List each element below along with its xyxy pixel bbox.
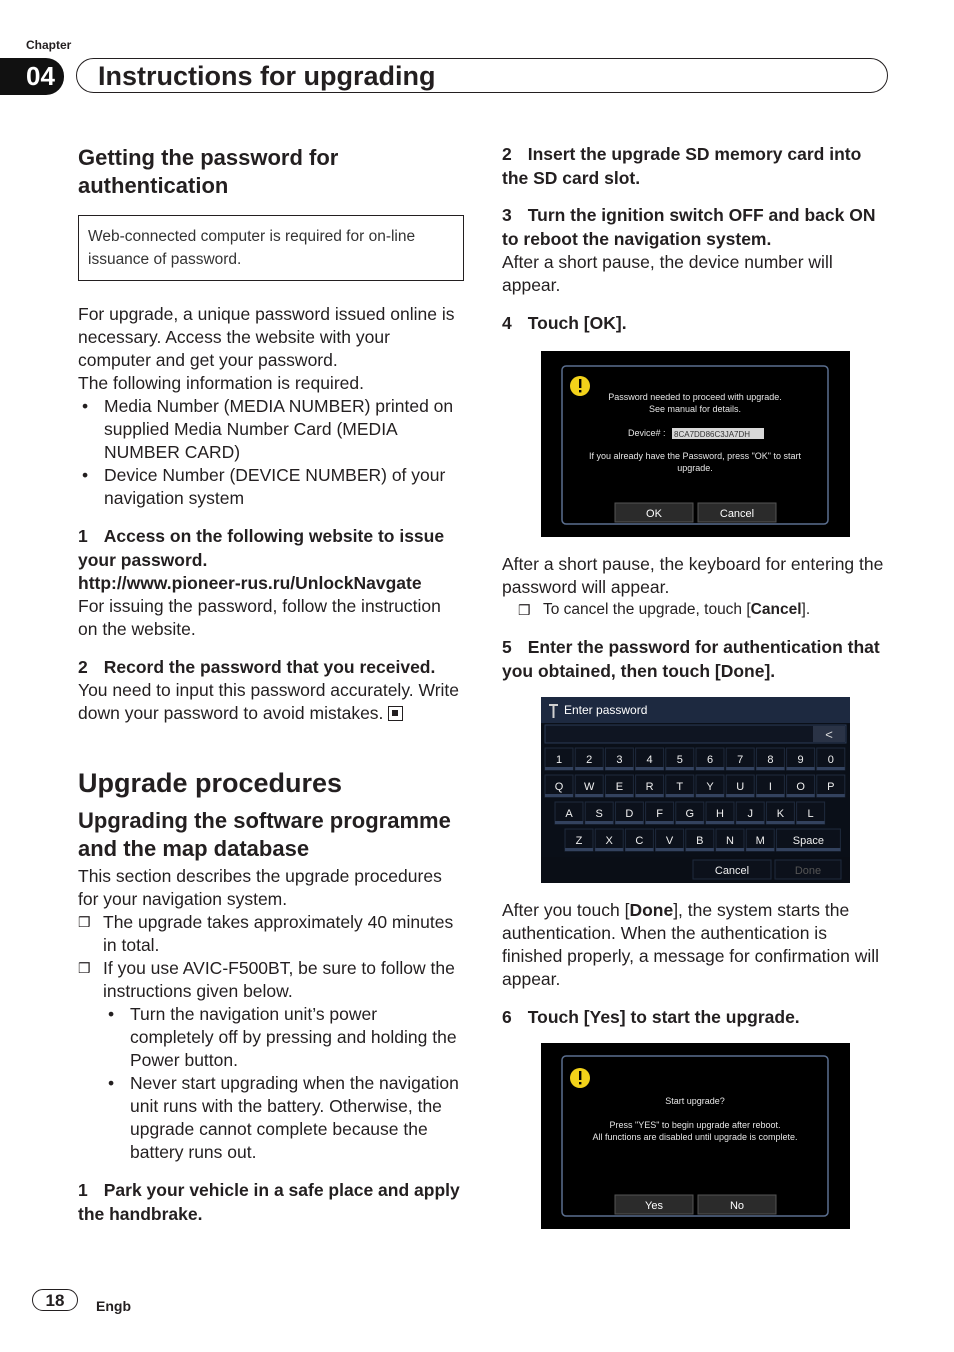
checkbox-icon: ❒	[78, 914, 91, 930]
svg-text:I: I	[768, 781, 772, 793]
device-number-screen	[541, 351, 850, 537]
start-upgrade-screen	[541, 1043, 850, 1229]
screen1-line3: If you already have the Password, press "OK" to start	[589, 451, 801, 461]
step-3-text: After a short pause, the device number will appear.	[502, 252, 833, 295]
svg-text:N: N	[726, 835, 734, 847]
svg-text:<: <	[825, 727, 833, 742]
key-q[interactable]	[545, 775, 573, 797]
key-7[interactable]	[726, 748, 754, 770]
cancel-note: ❒ To cancel the upgrade, touch [Cancel].	[502, 599, 890, 621]
keyboard-title: Enter password	[564, 703, 648, 717]
svg-text:6: 6	[706, 754, 714, 766]
key-y[interactable]	[696, 775, 724, 797]
key-k[interactable]	[766, 802, 794, 824]
device-number-value: 8CA7DD86C3JA7DH	[674, 430, 751, 439]
svg-text:S: S	[595, 808, 603, 820]
checkbox-note: ❒ The upgrade takes approximately 40 minutes in total.	[78, 912, 454, 955]
left-column	[78, 140, 464, 1226]
key-b[interactable]	[686, 829, 714, 851]
key-j[interactable]	[736, 802, 764, 824]
space-key[interactable]	[776, 829, 840, 851]
after-ok-text: After a short pause, the keyboard for entering the password will appear.	[502, 554, 884, 597]
svg-text:1: 1	[555, 754, 563, 766]
website-link[interactable]: http://www.pioneer-rus.ru/UnlockNavgate	[78, 573, 422, 593]
key-9[interactable]	[787, 748, 815, 770]
yes-button[interactable]	[615, 1195, 693, 1214]
key-o[interactable]	[787, 775, 815, 797]
key-r[interactable]	[636, 775, 664, 797]
device-number-dialog	[541, 351, 850, 537]
note-box: Web-connected computer is required for on-line issuance of password.	[78, 215, 464, 281]
section-title-password: Getting the password for authentication	[78, 145, 339, 198]
key-c[interactable]	[625, 829, 653, 851]
right-column	[502, 140, 890, 1229]
svg-text:O: O	[796, 781, 805, 793]
svg-text:U: U	[736, 781, 745, 793]
language-code: Engb	[96, 1298, 131, 1314]
list-item: • Device Number (DEVICE NUMBER) of your navigation system	[82, 465, 446, 508]
step-3-reboot: 3 Turn the ignition switch OFF and back ON to reboot the navigation system.	[502, 205, 876, 249]
screen1-line2: See manual for details.	[648, 404, 742, 414]
key-f[interactable]	[646, 802, 674, 824]
svg-text:H: H	[716, 808, 724, 820]
svg-text:K: K	[776, 808, 785, 820]
svg-text:Y: Y	[706, 781, 714, 793]
key-n[interactable]	[716, 829, 744, 851]
subsection-title: Upgrading the software programme and the map database	[78, 808, 451, 861]
svg-text:F: F	[656, 808, 663, 820]
screen3-line3: All functions are disabled until upgrade is complete.	[592, 1132, 798, 1142]
svg-text:7: 7	[737, 754, 744, 766]
list-item: • Never start upgrading when the navigation unit runs with the battery. Otherwise, the upgrade cannot complete because the battery runs out.	[108, 1073, 459, 1162]
svg-text:Yes: Yes	[645, 1200, 663, 1212]
svg-text:Done: Done	[794, 865, 822, 877]
key-w[interactable]	[575, 775, 603, 797]
step-1-title: 1 Access on the following website to issue your password.	[78, 526, 445, 570]
park-step-title: 1 Park your vehicle in a safe place and apply the handbrake.	[78, 1180, 460, 1224]
key-1[interactable]	[545, 748, 573, 770]
backspace-button[interactable]	[813, 726, 845, 742]
svg-text:2: 2	[586, 754, 593, 766]
warning-icon	[570, 1068, 590, 1088]
checkbox-icon: ❒	[78, 960, 91, 976]
chapter-title: Instructions for upgrading	[98, 61, 436, 91]
key-6[interactable]	[696, 748, 724, 770]
svg-text:E: E	[615, 781, 624, 793]
svg-text:G: G	[685, 808, 695, 820]
svg-text:V: V	[665, 835, 674, 847]
svg-text:OK: OK	[646, 508, 662, 520]
key-u[interactable]	[726, 775, 754, 797]
svg-text:Z: Z	[575, 835, 583, 847]
start-upgrade-dialog	[541, 1043, 850, 1229]
list-item: • Media Number (MEDIA NUMBER) printed on supplied Media Number Card (MEDIA NUMBER CARD)	[82, 396, 454, 462]
no-button[interactable]	[698, 1195, 776, 1214]
svg-text:A: A	[565, 808, 573, 820]
key-3[interactable]	[605, 748, 633, 770]
svg-text:3: 3	[616, 754, 623, 766]
svg-text:C: C	[635, 835, 644, 847]
svg-text:5: 5	[676, 754, 683, 766]
svg-text:Q: Q	[554, 781, 564, 793]
key-d[interactable]	[615, 802, 643, 824]
key-x[interactable]	[595, 829, 623, 851]
warning-icon	[570, 376, 590, 396]
key-h[interactable]	[706, 802, 734, 824]
key-l[interactable]	[797, 802, 825, 824]
key-g[interactable]	[676, 802, 704, 824]
key-v[interactable]	[656, 829, 684, 851]
checkbox-note: ❒ If you use AVIC-F500BT, be sure to follow the instructions given below.	[78, 958, 455, 1001]
svg-text:L: L	[807, 808, 814, 820]
step-5-enter: 5 Enter the password for authentication that you obtained, then touch [Done].	[502, 637, 880, 681]
device-label: Device# :	[628, 428, 666, 438]
key-a[interactable]	[555, 802, 583, 824]
done-text: After you touch [Done], the system starts the authentication. When the authentication is finished properly, a message for confirmation will appear.	[502, 900, 880, 989]
cancel-button[interactable]	[698, 503, 776, 522]
key-m[interactable]	[746, 829, 774, 851]
svg-text:4: 4	[646, 754, 653, 766]
intro-required: The following information is required.	[78, 373, 364, 393]
svg-text:X: X	[605, 835, 613, 847]
list-item: • Turn the navigation unit’s power completely off by pressing and holding the Power button.	[108, 1004, 457, 1070]
svg-text:0: 0	[827, 754, 834, 766]
key-8[interactable]	[756, 748, 784, 770]
chapter-number: 04	[0, 58, 64, 95]
ok-button[interactable]	[615, 503, 693, 522]
keyboard-done-button[interactable]	[775, 860, 841, 879]
checkbox-icon: ❒	[518, 602, 531, 618]
svg-text:R: R	[645, 781, 654, 793]
key-s[interactable]	[585, 802, 613, 824]
screen1-line4: upgrade.	[677, 463, 713, 473]
svg-text:D: D	[625, 808, 634, 820]
keyboard	[541, 697, 850, 883]
intro-paragraph: For upgrade, a unique password issued online is necessary. Access the website with your computer and get your password.	[78, 304, 455, 370]
end-mark-icon	[388, 706, 403, 721]
screen3-line2: Press "YES" to begin upgrade after reboot.	[609, 1120, 781, 1130]
key-e[interactable]	[605, 775, 633, 797]
page-number: 18	[32, 1289, 78, 1311]
step-6-yes: 6 Touch [Yes] to start the upgrade.	[502, 1007, 800, 1027]
key-i[interactable]	[756, 775, 784, 797]
password-keyboard-screen	[541, 697, 850, 883]
key-z[interactable]	[565, 829, 593, 851]
key-t[interactable]	[666, 775, 694, 797]
svg-text:B: B	[696, 835, 704, 847]
key-p[interactable]	[817, 775, 845, 797]
svg-text:9: 9	[797, 754, 804, 766]
svg-text:P: P	[827, 781, 835, 793]
step-2-title: 2 Record the password that you received.	[78, 657, 436, 677]
svg-text:8: 8	[767, 754, 774, 766]
screen1-line1: Password needed to proceed with upgrade.	[608, 392, 782, 402]
chapter-label: Chapter	[26, 38, 72, 52]
section-title-upgrade: Upgrade procedures	[78, 768, 343, 798]
svg-text:T: T	[676, 781, 684, 793]
step-4-ok: 4 Touch [OK].	[502, 313, 627, 333]
key-4[interactable]	[636, 748, 664, 770]
subsection-intro: This section describes the upgrade procedures for your navigation system.	[78, 866, 442, 909]
svg-text:No: No	[729, 1200, 745, 1212]
key-5[interactable]	[666, 748, 694, 770]
key-0[interactable]	[817, 748, 845, 770]
svg-text:Cancel: Cancel	[719, 508, 755, 520]
step-2-insert: 2 Insert the upgrade SD memory card into the SD card slot.	[502, 144, 862, 188]
svg-text:J: J	[747, 808, 753, 820]
keyboard-cancel-button[interactable]	[693, 860, 771, 879]
svg-text:M: M	[755, 835, 765, 847]
key-2[interactable]	[575, 748, 603, 770]
svg-text:Space: Space	[792, 835, 825, 847]
step-1-text: For issuing the password, follow the instruction on the website.	[78, 596, 441, 639]
step-2-text: You need to input this password accurately. Write down your password to avoid mistakes.	[78, 680, 460, 723]
svg-text:W: W	[584, 781, 595, 793]
screen3-line1: Start upgrade?	[665, 1096, 725, 1106]
svg-text:Cancel: Cancel	[714, 865, 750, 877]
